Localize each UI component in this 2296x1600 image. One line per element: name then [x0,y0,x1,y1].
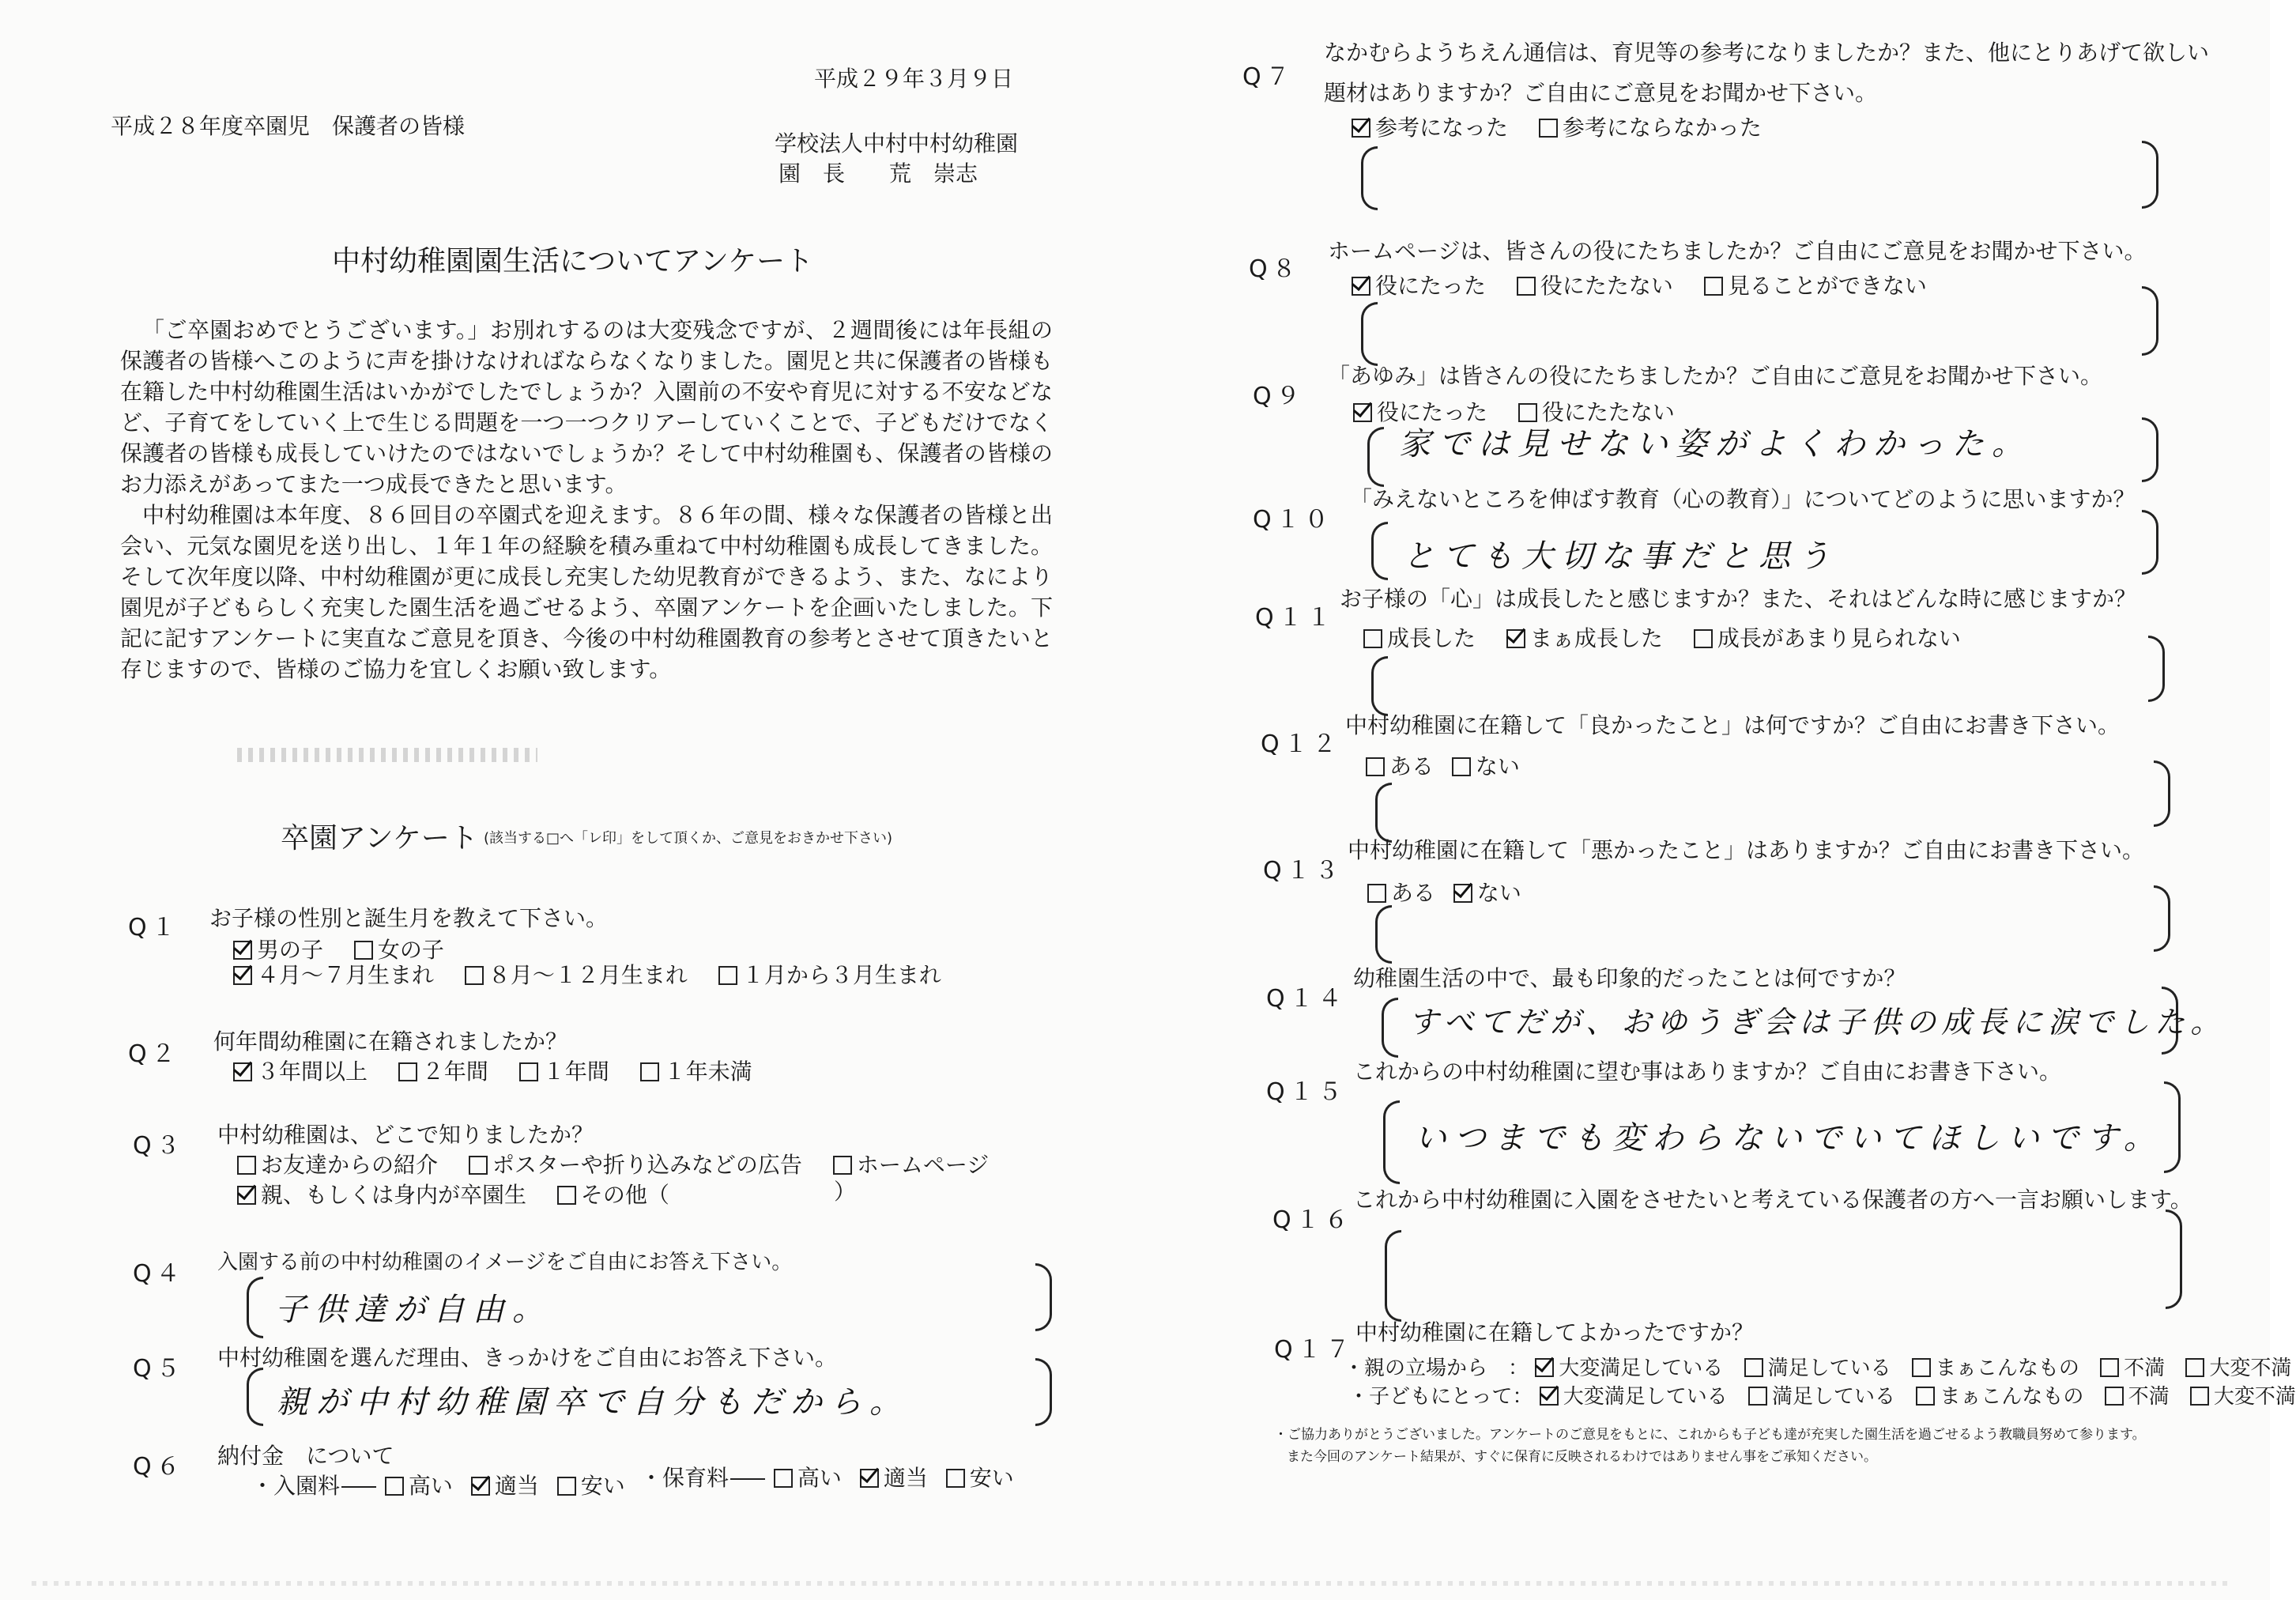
q3-option-family-alumni[interactable]: 親、もしくは身内が卒園生 [237,1182,526,1208]
q7-options [1352,111,1785,142]
q7-bracket-right [2142,141,2158,209]
scan-smudge [237,748,537,762]
q13-bracket-left [1375,905,1392,964]
checkbox-checked-icon[interactable] [1535,1358,1554,1377]
q6-fee-entrance-label: ・入園料 [251,1473,341,1499]
q14-answer[interactable]: すべてだが、おゆうぎ会は子供の成長に涙でした。 [1408,1005,2226,1040]
sender-name: 園 長 荒 崇志 [779,160,978,187]
checkbox-icon[interactable] [1539,119,1558,138]
q15-number: Q１５ [1266,1078,1347,1106]
q12-options [1366,749,1544,781]
checkbox-icon[interactable] [385,1477,404,1496]
q8-bracket-right [2142,286,2158,356]
q8-options [1352,269,1951,300]
q2-option-under-1y[interactable]: １年未満 [640,1058,752,1085]
leader-line [730,1478,765,1480]
q12-option-no[interactable]: ない [1452,753,1520,779]
checkbox-icon[interactable] [1694,629,1713,648]
q11-bracket-right [2148,636,2165,702]
q6-text: 納付金 について [217,1443,394,1469]
checkbox-icon[interactable] [354,941,373,960]
q15-bracket-right [2164,1081,2181,1173]
checkbox-icon[interactable] [469,1156,488,1175]
q1-option-jan-mar[interactable]: １月から３月生まれ [718,962,941,988]
page-title: 中村幼稚園園生活についてアンケート [332,245,814,277]
checkbox-icon[interactable] [2100,1358,2119,1377]
q14-bracket-left [1382,998,1398,1058]
q9-option-not-useful[interactable]: 役にたたない [1518,399,1675,425]
q11-number: Q１１ [1255,604,1336,632]
q2-option-1y[interactable]: １年間 [519,1058,609,1085]
checkbox-icon[interactable] [1363,629,1382,648]
checkbox-icon[interactable] [1744,1358,1763,1377]
q13-bracket-right [2154,885,2170,952]
q9-option-useful[interactable]: 役にたった [1353,399,1487,425]
q13-option-yes[interactable]: ある [1367,880,1435,906]
sender-org: 学校法人中村中村幼稚園 [775,130,1019,157]
checkbox-checked-icon[interactable] [233,1062,252,1081]
checkbox-icon[interactable] [1452,757,1471,776]
q17-row-child [1348,1380,2296,1409]
q17-parent-so-so[interactable]: まぁこんなもの [1912,1357,2079,1380]
checkbox-icon[interactable] [833,1156,852,1175]
checkbox-checked-icon[interactable] [1506,629,1525,648]
checkbox-icon[interactable] [640,1062,659,1081]
q1-number: Q１ [128,914,180,942]
q14-text: 幼稚園生活の中で、最も印象的だったことは何ですか？ [1353,965,1906,991]
q9-bracket-right [2142,417,2158,482]
checkbox-checked-icon[interactable] [1353,403,1372,422]
q6-fee-entrance [251,1469,649,1500]
q6-entrance-high[interactable]: 高い [385,1473,453,1499]
q3-option-friend[interactable]: お友達からの紹介 [237,1152,438,1178]
q11-option-grew[interactable]: 成長した [1363,625,1476,651]
checkbox-icon[interactable] [1704,277,1723,296]
q7-number: Q７ [1242,63,1295,91]
q17-text: 中村幼稚園に在籍してよかったですか？ [1355,1319,1755,1345]
checkbox-icon[interactable] [2190,1387,2209,1406]
checkbox-checked-icon[interactable] [237,1186,256,1205]
q5-text: 中村幼稚園を選んだ理由、きっかけをご自由にお答え下さい。 [217,1345,838,1371]
q6-fee-tuition-label: ・保育料 [640,1465,730,1491]
q1-option-aug-dec[interactable]: ８月～１２月生まれ [465,962,688,988]
checkbox-icon[interactable] [557,1186,576,1205]
q5-number: Q５ [133,1355,185,1383]
checkbox-icon[interactable] [2185,1358,2204,1377]
checkbox-checked-icon[interactable] [1352,277,1370,296]
q11-bracket-left [1371,656,1388,716]
q3-option-homepage[interactable]: ホームページ [833,1152,989,1178]
q17-child-very-dissatisfied[interactable]: 大変不満 [2190,1385,2296,1409]
q4-bracket-right [1035,1263,1052,1331]
q17-parent-dissatisfied[interactable]: 不満 [2100,1357,2165,1380]
q17-parent-satisfied[interactable]: 満足している [1744,1357,1891,1380]
checkbox-icon[interactable] [1916,1387,1935,1406]
q3-options-a [237,1148,1012,1179]
q9-bracket-left [1367,427,1384,487]
q10-answer[interactable]: とても大切な事だと思う [1403,538,1838,575]
q7-text-line2: 題材はありますか？ご自由にご意見をお聞かせ下さい。 [1324,80,1878,106]
q17-row-child-label: ・子どもにとって： [1348,1385,1533,1409]
q12-option-yes[interactable]: ある [1366,753,1434,779]
q17-child-satisfied[interactable]: 満足している [1748,1385,1895,1409]
intro-text [120,315,1053,685]
checkbox-checked-icon[interactable] [233,941,252,960]
checkbox-checked-icon[interactable] [860,1469,879,1488]
q15-text: これからの中村幼稚園に望む事はありますか？ご自由にお書き下さい。 [1353,1058,2062,1085]
q11-option-somewhat-grew[interactable]: まぁ成長した [1506,625,1663,651]
q9-number: Q９ [1253,383,1305,410]
q3-option-other[interactable]: その他（ [557,1182,669,1208]
q7-bracket-left [1361,146,1378,210]
q8-text: ホームページは、皆さんの役にたちましたか？ご自由にご意見をお聞かせ下さい。 [1328,238,2147,264]
q8-option-not-useful[interactable]: 役にたたない [1517,273,1673,299]
scan-edge [32,1581,2229,1586]
q6-entrance-cheap[interactable]: 安い [557,1473,625,1499]
checkbox-icon[interactable] [2105,1387,2124,1406]
checkbox-icon[interactable] [398,1062,417,1081]
q16-text: これから中村幼稚園に入園をさせたいと考えている保護者の方へ一言お願いします。 [1353,1187,2192,1213]
q11-option-little-growth[interactable]: 成長があまり見られない [1694,625,1961,651]
checkbox-icon[interactable] [946,1469,965,1488]
q10-text: 「みえないところを伸ばす教育（心の教育）」についてどのように思いますか？ [1350,486,2136,512]
q16-number: Q１６ [1272,1206,1353,1234]
q3-number: Q３ [133,1132,185,1160]
checkbox-icon[interactable] [1517,277,1536,296]
q17-child-very-satisfied[interactable]: 大変満足している [1540,1385,1728,1409]
q10-bracket-right [2142,510,2158,575]
q17-child-dissatisfied[interactable]: 不満 [2105,1385,2170,1409]
q17-row-parent [1344,1352,2291,1381]
q12-text: 中村幼稚園に在籍して「良かったこと」は何ですか？ご自由にお書き下さい。 [1345,712,2121,738]
q6-number: Q６ [133,1453,185,1481]
q15-answer[interactable]: いつまでも変わらないでいてほしいです。 [1415,1120,2163,1157]
q1-option-boy[interactable]: 男の子 [233,937,323,963]
q16-bracket-left [1385,1230,1401,1322]
checkbox-icon[interactable] [774,1469,793,1488]
q2-option-3y[interactable]: ３年間以上 [233,1058,368,1085]
footer-note: また今回のアンケート結果が、すぐに保育に反映されるわけではありません事をご承知ください。 [1287,1449,1877,1465]
q5-bracket-left [247,1368,263,1426]
q9-text: 「あゆみ」は皆さんの役にたちましたか？ご自由にご意見をお聞かせ下さい。 [1328,363,2103,389]
leader-line [341,1486,376,1488]
q3-options-b [237,1178,669,1209]
q7-option-not-helpful[interactable]: 参考にならなかった [1539,115,1762,141]
q13-number: Q１３ [1263,857,1344,885]
checkbox-icon[interactable] [1748,1387,1767,1406]
q2-options [233,1055,776,1086]
q6-entrance-fair[interactable]: 適当 [471,1473,539,1499]
q12-bracket-right [2154,760,2170,827]
checkbox-checked-icon[interactable] [1453,884,1472,903]
q14-number: Q１４ [1266,985,1347,1013]
checkbox-icon[interactable] [718,966,737,985]
q3-text: 中村幼稚園は、どこで知りましたか？ [217,1122,594,1148]
q6-tuition-fair[interactable]: 適当 [860,1465,928,1491]
q12-number: Q１２ [1261,730,1341,758]
q1-text: お子様の性別と誕生月を教えて下さい。 [209,905,609,931]
q4-number: Q４ [133,1260,185,1288]
q16-bracket-right [2166,1209,2182,1309]
q4-text: 入園する前の中村幼稚園のイメージをご自由にお答え下さい。 [217,1251,793,1274]
footer-thanks: ・ご協力ありがとうございました。アンケートのご意見をもとに、これからも子ども達が充実した園生活を過ごせるよう教職員努めて参ります。 [1274,1427,2146,1443]
intro-paragraph-2: 中村幼稚園は本年度、８６回目の卒園式を迎えます。８６年の間、様々な保護者の皆様と出会い、元気な園児を送り出し、１年１年の経験を積み重ねて中村幼稚園も成長してきました。そして次年度以降、中村幼稚園が更に成長し充実した幼児教育ができるよう、また、なにより園児が子どもらしく充実した園生活を過ごせるよう、卒園アンケートを企画いたしました。下記に記すアンケートに実直なご意見を頂き、今後の中村幼稚園教育の参考とさせて頂きたいと存じますので、皆様のご協力を宜しくお願い致します。 [120,502,1053,682]
q7-option-helpful[interactable]: 参考になった [1352,115,1508,141]
q2-option-2y[interactable]: ２年間 [398,1058,488,1085]
checkbox-icon[interactable] [1912,1358,1931,1377]
q8-number: Q８ [1249,255,1301,283]
q10-number: Q１０ [1253,506,1333,534]
q6-tuition-high[interactable]: 高い [774,1465,842,1491]
q1-options-birth [233,958,965,990]
q4-bracket-left [247,1277,263,1338]
checkbox-icon[interactable] [557,1477,576,1496]
checkbox-icon[interactable] [1367,884,1386,903]
q2-number: Q２ [128,1040,180,1068]
q17-parent-very-satisfied[interactable]: 大変満足している [1535,1357,1723,1380]
checkbox-checked-icon[interactable] [1540,1387,1559,1406]
q11-text: お子様の「心」は成長したと感じますか？また、それはどんな時に感じますか？ [1340,586,2137,612]
q8-option-useful[interactable]: 役にたった [1352,273,1486,299]
intro-paragraph-1: 「ご卒園おめでとうございます。」お別れするのは大変残念ですが、２週間後には年長組の保護者の皆様へこのように声を掛けなければならなくなりました。園児と共に保護者の皆様も在籍した中村幼稚園生活はいかがでしたでしょうか？入園前の不安や育児に対する不安などなど、子育てをしていく上で生じる問題を一つ一つクリアーしていくことで、子どもだけでなく保護者の皆様も成長していけたのではないでしょうか？そして中村幼稚園も、保護者の皆様のお力添えがあってまた一つ成長できたと思います。 [120,317,1053,497]
checkbox-icon[interactable] [519,1062,538,1081]
checkbox-icon[interactable] [237,1156,256,1175]
q11-options [1363,621,1985,653]
q10-bracket-left [1371,522,1388,580]
q7-text-line1: なかむらようちえん通信は、育児等の参考になりましたか？また、他にとりあげて欲しい [1324,40,2210,66]
q3-other-close: ） [834,1179,857,1205]
survey-note: (該当する□へ「レ印」をして頂くか、ご意見をおきかせ下さい) [484,830,893,847]
q5-bracket-right [1035,1358,1052,1426]
checkbox-checked-icon[interactable] [233,966,252,985]
q13-options [1367,876,1545,908]
q1-option-apr-jul[interactable]: ４月～７月生まれ [233,962,434,988]
checkbox-icon[interactable] [465,966,484,985]
q17-number: Q１７ [1274,1336,1355,1364]
q8-option-cannot-view[interactable]: 見ることができない [1704,273,1927,299]
q17-child-so-so[interactable]: まぁこんなもの [1916,1385,2083,1409]
q6-fee-tuition [640,1461,1038,1492]
survey-title: 卒園アンケート [281,822,478,855]
addressee: 平成２８年度卒園児 保護者の皆様 [111,113,466,139]
q9-answer[interactable]: 家では見せない姿がよくわかった。 [1399,426,2031,462]
q13-option-no[interactable]: ない [1453,880,1521,906]
q17-row-parent-label: ・親の立場から ： [1344,1357,1529,1380]
q6-tuition-cheap[interactable]: 安い [946,1465,1014,1491]
checkbox-checked-icon[interactable] [471,1477,490,1496]
q17-parent-very-dissatisfied[interactable]: 大変不満 [2185,1357,2291,1380]
q4-answer[interactable]: 子供達が自由。 [275,1292,552,1328]
q5-answer[interactable]: 親が中村幼稚園卒で自分もだから。 [277,1384,909,1421]
q2-text: 何年間幼稚園に在籍されましたか？ [213,1028,568,1055]
q3-option-ad[interactable]: ポスターや折り込みなどの広告 [469,1152,802,1178]
q8-bracket-left [1361,302,1378,366]
date: 平成２９年３月９日 [814,66,1014,92]
q15-bracket-left [1383,1100,1400,1184]
q1-option-girl[interactable]: 女の子 [354,937,444,963]
q13-text: 中村幼稚園に在籍して「悪かったこと」はありますか？ご自由にお書き下さい。 [1348,837,2145,863]
checkbox-icon[interactable] [1366,757,1385,776]
checkbox-checked-icon[interactable] [1352,119,1370,138]
